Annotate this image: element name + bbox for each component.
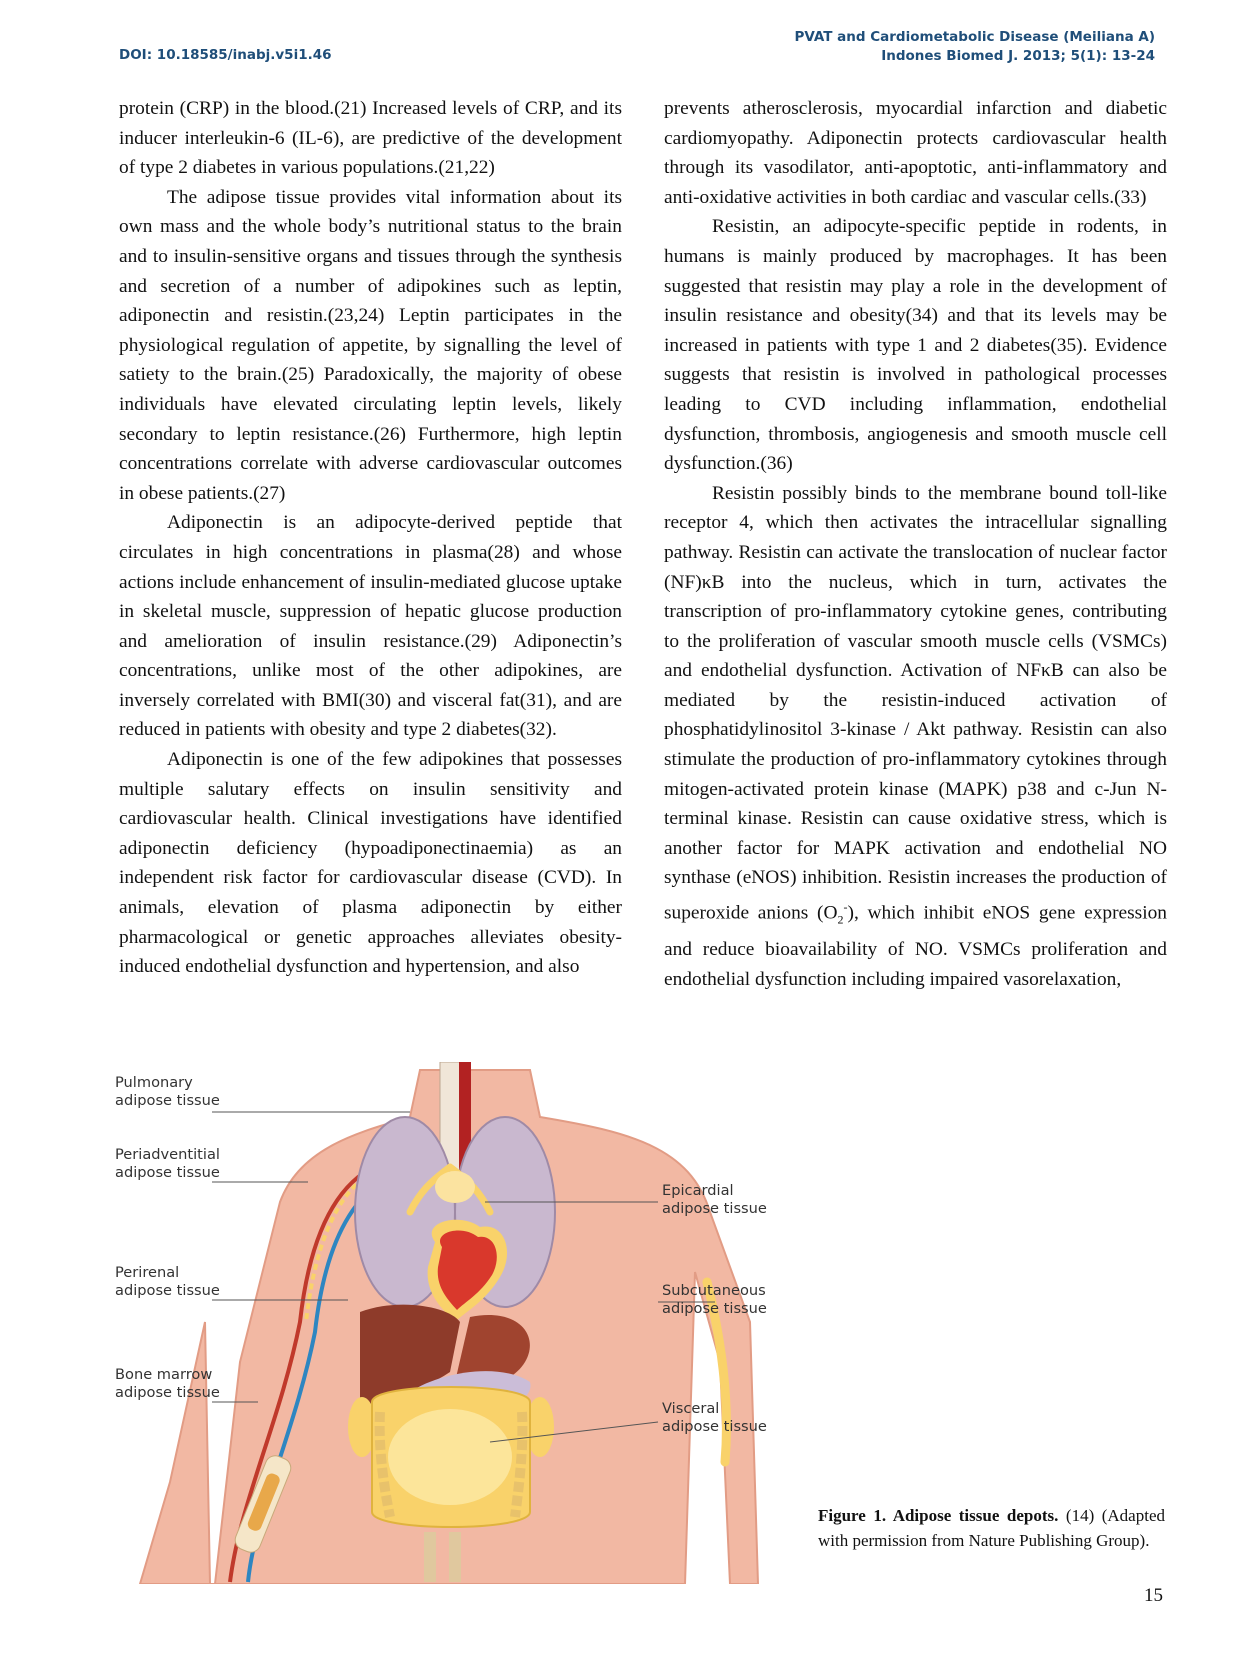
label-pulmonary: Pulmonary adipose tissue bbox=[115, 1074, 220, 1109]
page-number: 15 bbox=[1144, 1585, 1163, 1606]
adipose-depots-figure bbox=[110, 1062, 810, 1584]
running-title: PVAT and Cardiometabolic Disease (Meiliana A) bbox=[794, 29, 1155, 45]
label-periadventitial: Periadventitial adipose tissue bbox=[115, 1146, 220, 1181]
caption-title: Figure 1. Adipose tissue depots. bbox=[818, 1506, 1059, 1525]
label-subcutaneous: Subcutaneous adipose tissue bbox=[662, 1282, 767, 1317]
paragraph: protein (CRP) in the blood.(21) Increased levels of CRP, and its inducer interleukin-6 (IL-6), are predictive of the development of type 2 diabetes in various populations.(21,22) bbox=[119, 98, 622, 179]
paragraph: Adiponectin is one of the few adipokines that possesses multiple salutary effects on insulin sensitivity and cardiovascular health. Clinical investigations have identified adiponectin deficiency (hypoadiponectinaemia) as an independent risk factor for cardiovascular disease (CVD). In animals, elevation of plasma adiponectin by either pharmacological or genetic approaches alleviates obesity-induced endothelial dysfunction and hypertension, and also bbox=[119, 749, 622, 978]
doi-header: DOI: 10.18585/inabj.v5i1.46 bbox=[119, 47, 332, 63]
caption-text: (14) (Adapted with permission from Nature Publishing Group). bbox=[818, 1506, 1165, 1550]
paragraph: prevents atherosclerosis, myocardial infarction and diabetic cardiomyopathy. Adiponectin protects cardiovascular health through its vasodilator, anti-apoptotic, anti-inflammatory and anti-oxidative activities in both cardiac and vascular cells.(33) bbox=[664, 98, 1167, 208]
paragraph: Resistin, an adipocyte-specific peptide in rodents, in humans is mainly produced by macrophages. It has been suggested that resistin may play a role in the development of insulin resistance and obesity(34) and that its levels may be increased in patients with type 1 and 2 diabetes(35). Evidence suggests that resistin is involved in pathological processes leading to CVD including inflammation, endothelial dysfunction, thrombosis, angiogenesis and smooth muscle cell dysfunction.(36) bbox=[664, 216, 1167, 475]
label-epicardial: Epicardial adipose tissue bbox=[662, 1182, 767, 1217]
left-column bbox=[119, 94, 622, 982]
anatomy-illustration bbox=[110, 1062, 810, 1584]
paragraph: The adipose tissue provides vital information about its own mass and the whole body’s nutritional status to the brain and to insulin-sensitive organs and tissues through the synthesis and secretion of a number of adipokines such as leptin, adiponectin and resistin.(23,24) Leptin participates in the physiological regulation of appetite, by signalling the level of satiety to the brain.(25) Paradoxically, the majority of obese individuals have elevated circulating leptin levels, likely secondary to leptin resistance.(26) Furthermore, high leptin concentrations correlate with adverse cardiovascular outcomes in obese patients.(27) bbox=[119, 186, 622, 504]
right-column bbox=[664, 94, 1167, 994]
paragraph: Adiponectin is an adipocyte-derived peptide that circulates in high concentrations in plasma(28) and whose actions include enhancement of insulin-mediated glucose uptake in skeletal muscle, suppression of hepatic glucose production and amelioration of insulin resistance.(29) Adiponectin’s concentrations, unlike most of the other adipokines, are inversely correlated with BMI(30) and visceral fat(31), and are reduced in patients with obesity and type 2 diabetes(32). bbox=[119, 512, 622, 741]
figure-caption bbox=[818, 1503, 1165, 1553]
label-perirenal: Perirenal adipose tissue bbox=[115, 1264, 220, 1299]
label-visceral: Visceral adipose tissue bbox=[662, 1400, 767, 1435]
paragraph: Resistin possibly binds to the membrane bound toll-like receptor 4, which then activates the intracellular signalling pathway. Resistin can activate the translocation of nuclear factor (NF)κB into the nucleus, which in turn, activates the transcription of pro-inflammatory cytokine genes, contributing to the proliferation of vascular smooth muscle cells (VSMCs) and endothelial dysfunction. Activation of NFκB can also be mediated by the resistin-induced activation of phosphatidylinositol 3-kinase / Akt pathway. Resistin can also stimulate the production of pro-inflammatory cytokines through mitogen-activated protein kinase (MAPK) p38 and c-Jun N-terminal kinase. Resistin can cause oxidative stress, which is another factor for MAPK activation and endothelial NO synthase (eNOS) inhibition. Resistin increases the production of superoxide anions $(O_2^-)$, which inhibit eNOS gene expression and reduce bioavailability of NO. VSMCs proliferation and endothelial dysfunction including impaired vasorelaxation, bbox=[664, 482, 1168, 990]
journal-citation: Indones Biomed J. 2013; 5(1): 13-24 bbox=[881, 48, 1155, 64]
label-bone-marrow: Bone marrow adipose tissue bbox=[115, 1366, 220, 1401]
running-header bbox=[794, 28, 1155, 66]
